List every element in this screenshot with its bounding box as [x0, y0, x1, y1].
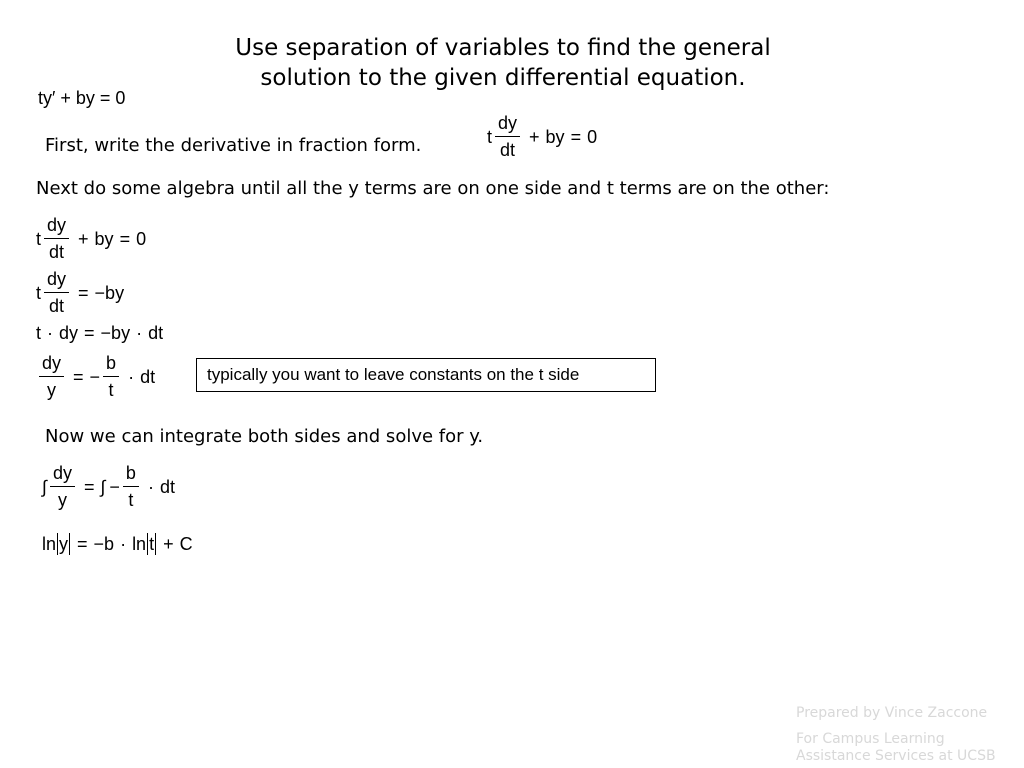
algebra-equation-2: t $\frac{dy}{dt}$ = −by	[36, 269, 125, 316]
fraction-form-equation: t $\frac{dy}{dt}$ + by = 0	[487, 113, 598, 160]
step2-text: Next do some algebra until all the y terms are on one side and t terms are on the other:	[36, 178, 830, 199]
given-equation: ty′ + by = 0	[38, 88, 126, 108]
footer-credit-org-1: For Campus Learning	[796, 731, 945, 747]
footer-credit-org-2: Assistance Services at UCSB	[796, 748, 996, 764]
log-solution-equation: ln y = −b · ln t + C	[42, 534, 193, 554]
algebra-equation-3: t · dy = −by · dt	[36, 323, 164, 343]
integral-equation: ∫ $\frac{dy}{y}$ = ∫ − $\frac{b}{t}$ · dt	[42, 463, 175, 510]
step3-text: Now we can integrate both sides and solve for y.	[45, 426, 484, 447]
page-title-line-1: Use separation of variables to find the general	[235, 35, 771, 61]
algebra-equation-1: t $\frac{dy}{dt}$ + by = 0	[36, 215, 147, 262]
footer-credit-author: Prepared by Vince Zaccone	[796, 705, 988, 721]
step1-text: First, write the derivative in fraction form.	[45, 135, 422, 156]
page-title-line-2: solution to the given differential equation.	[260, 65, 746, 91]
constants-note-box: typically you want to leave constants on the t side	[196, 358, 656, 392]
algebra-equation-4: $\frac{dy}{y}$ = − $\frac{b}{t}$ · dt	[36, 352, 155, 401]
